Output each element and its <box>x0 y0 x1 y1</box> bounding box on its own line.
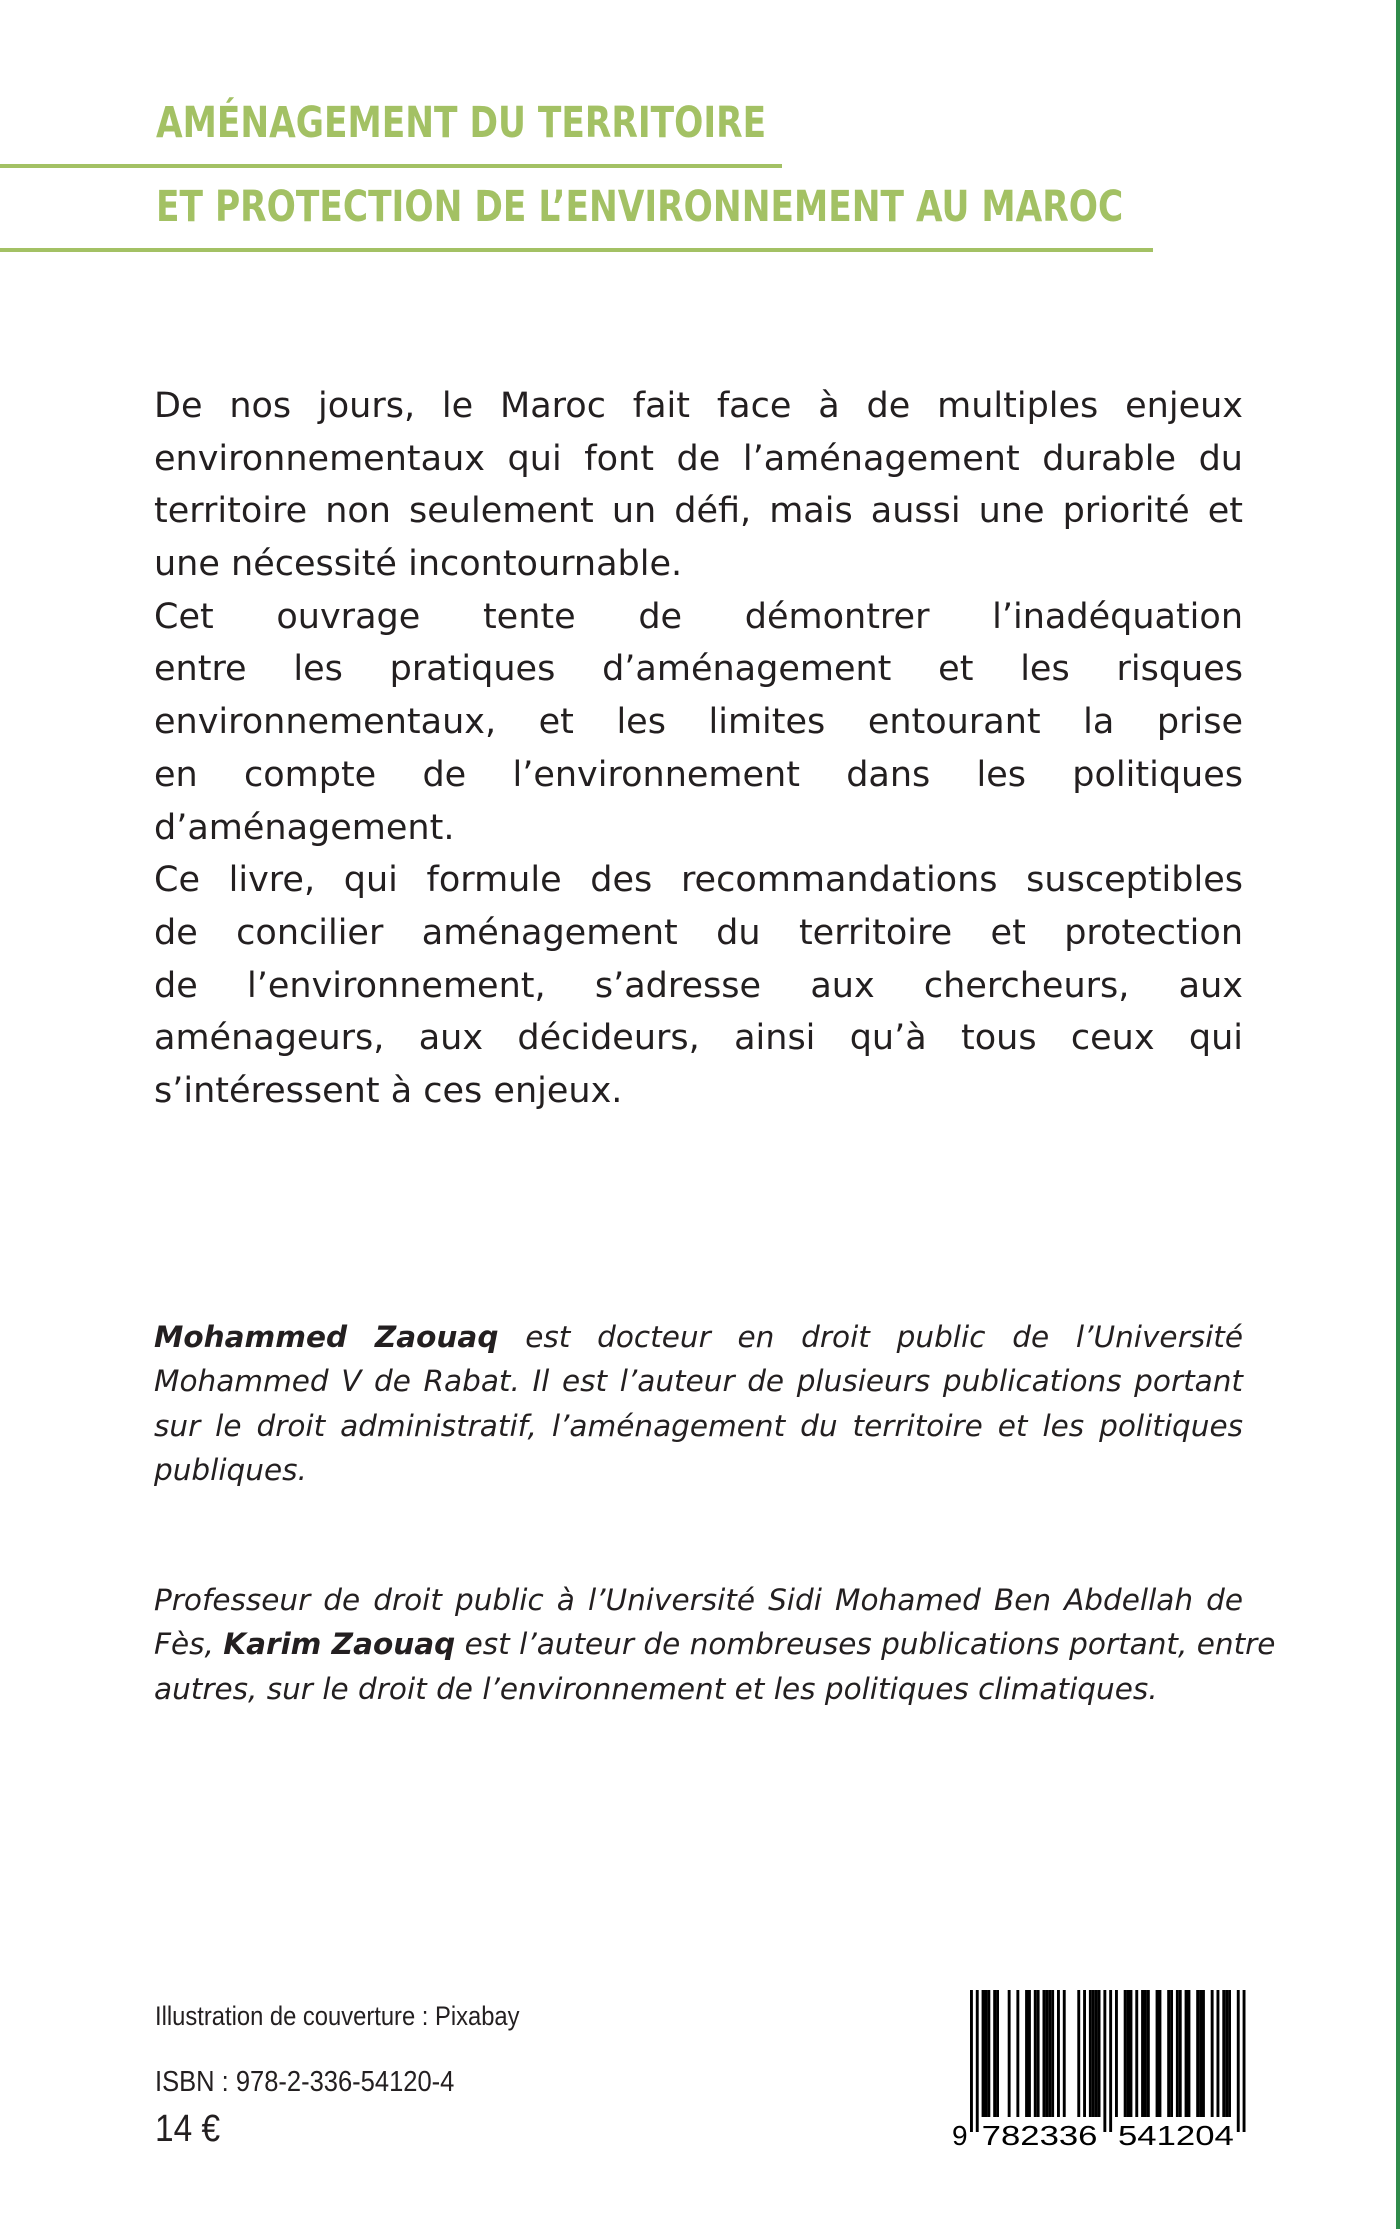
author-name: Mohammed Zaouaq <box>154 1320 499 1354</box>
bio-line: publiques. <box>154 1452 307 1487</box>
barcode-bar <box>1083 1990 1086 2117</box>
barcode-bar <box>1124 1990 1127 2117</box>
barcode-bar <box>993 1990 996 2117</box>
barcode-bar <box>970 1990 973 2132</box>
summary-line: De nos jours, le Maroc fait face à de multiples enjeux <box>154 386 1243 426</box>
title-rule-2 <box>0 248 1153 252</box>
bio-line: Professeur de droit public à l’Université Sidi Mohamed Ben Abdellah de <box>154 1583 1243 1617</box>
barcode-bar <box>1127 1990 1130 2117</box>
barcode-bar <box>1115 1990 1118 2117</box>
isbn: ISBN : 978-2-336-54120-4 <box>155 2066 455 2098</box>
author-name: Karim Zaouaq <box>223 1627 456 1662</box>
barcode-bar <box>1077 1990 1080 2117</box>
barcode-bar <box>1159 1990 1162 2117</box>
barcode-bar <box>1025 1990 1028 2117</box>
summary-line: environnementaux qui font de l’aménagement durable du <box>154 438 1243 479</box>
illustration-credit: Illustration de couverture : Pixabay <box>155 2001 520 2031</box>
barcode-bar <box>1109 1990 1112 2132</box>
summary-line: de concilier aménagement du territoire et protection <box>154 912 1243 953</box>
barcode-bar <box>1098 1990 1101 2117</box>
summary-text <box>154 380 1243 1118</box>
barcode-bar <box>1167 1990 1170 2117</box>
barcode-bar <box>1217 1990 1220 2117</box>
barcode-bar <box>985 1990 988 2117</box>
barcode-bar <box>1089 1990 1092 2117</box>
barcode-bar <box>1211 1990 1214 2117</box>
isbn-barcode <box>948 1990 1248 2150</box>
barcode-bar <box>1202 1990 1205 2117</box>
barcode-bar <box>1008 1990 1011 2117</box>
summary-line: Cet ouvrage tente de démontrer l’inadéquation <box>154 596 1243 637</box>
barcode-bar <box>1130 1990 1133 2117</box>
barcode-bar <box>1237 1990 1240 2132</box>
barcode-bar <box>996 1990 999 2117</box>
price: 14 € <box>155 2108 221 2150</box>
barcode-bar <box>1048 1990 1051 2117</box>
barcode-bar <box>1028 1990 1031 2117</box>
spine-edge <box>1396 0 1400 2229</box>
bio-line: sur le droit administratif, l’aménagement du territoire et les politiques <box>154 1408 1243 1443</box>
title-rule-1 <box>0 164 782 168</box>
summary-line: territoire non seulement un défi, mais aussi une priorité et <box>154 491 1243 532</box>
bio-line: Fès, Karim Zaouaq est l’auteur de nombreuses publications portant, entre <box>154 1627 1276 1662</box>
summary-line: de l’environnement, s’adresse aux chercheurs, aux <box>154 965 1243 1006</box>
barcode-bar <box>1057 1990 1060 2117</box>
barcode-bar <box>1095 1990 1098 2117</box>
barcode-bar <box>1135 1990 1138 2117</box>
barcode-digits: 541204 <box>1118 2120 1234 2150</box>
author-bio-2 <box>154 1578 1276 1711</box>
barcode-bar <box>1222 1990 1225 2117</box>
summary-line: s’intéressent à ces enjeux. <box>154 1070 623 1111</box>
bio-line: Mohammed V de Rabat. Il est l’auteur de plusieurs publications portant <box>154 1364 1243 1399</box>
barcode-digits: 9 <box>952 2120 968 2150</box>
barcode-bar <box>1037 1990 1040 2117</box>
barcode-bar <box>1156 1990 1159 2117</box>
barcode-bar <box>1103 1990 1106 2132</box>
barcode-bar <box>1147 1990 1150 2117</box>
summary-line: en compte de l’environnement dans les politiques <box>154 754 1243 795</box>
title-line-2: ET PROTECTION DE L’ENVIRONNEMENT AU MAROC <box>156 182 1124 232</box>
barcode-bar <box>987 1990 990 2117</box>
barcode-bar <box>1170 1990 1173 2117</box>
barcode-bar <box>1199 1990 1202 2117</box>
barcode-bar <box>1243 1990 1246 2132</box>
barcode-bar <box>1016 1990 1019 2117</box>
summary-line: environnementaux, et les limites entourant la prise <box>154 702 1243 743</box>
barcode-bar <box>1228 1990 1231 2117</box>
summary-line: entre les pratiques d’aménagement et les risques <box>154 649 1243 690</box>
barcode-bar <box>1188 1990 1191 2117</box>
barcode-bar <box>1141 1990 1144 2117</box>
barcode-bar <box>1196 1990 1199 2117</box>
summary-line: aménageurs, aux décideurs, ainsi qu’à tous ceux qui <box>154 1018 1243 1059</box>
barcode-bar <box>982 1990 985 2117</box>
bio-line: autres, sur le droit de l’environnement et les politiques climatiques. <box>154 1671 1158 1706</box>
summary-line: d’aménagement. <box>154 807 455 848</box>
barcode-bar <box>1043 1990 1046 2117</box>
barcode-bar <box>1179 1990 1182 2117</box>
summary-line: une nécessité incontournable. <box>154 544 683 585</box>
barcode-bar <box>976 1990 979 2132</box>
barcode-bar <box>1063 1990 1066 2117</box>
barcode-bar <box>1045 1990 1048 2117</box>
barcode-digits: 782336 <box>981 2120 1098 2150</box>
summary-line: Ce livre, qui formule des recommandations susceptibles <box>154 860 1243 901</box>
barcode-bar <box>1225 1990 1228 2117</box>
bio-line: Mohammed Zaouaq est docteur en droit public de l’Université <box>154 1320 1243 1354</box>
barcode-bar <box>1034 1990 1037 2117</box>
barcode-bar <box>1051 1990 1054 2117</box>
barcode-bar <box>1092 1990 1095 2117</box>
barcode-bar <box>1185 1990 1188 2117</box>
author-bio-1 <box>154 1315 1243 1492</box>
barcode-bar <box>1176 1990 1179 2117</box>
title-line-1: AMÉNAGEMENT DU TERRITOIRE <box>156 98 767 148</box>
barcode-bar <box>1144 1990 1147 2117</box>
